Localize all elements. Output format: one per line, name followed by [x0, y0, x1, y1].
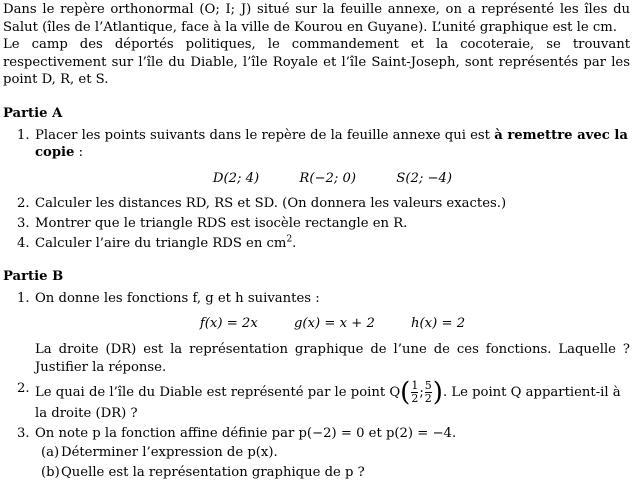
points-display — [35, 170, 630, 188]
question-number: 2. — [17, 196, 30, 212]
question-number: 4. — [17, 235, 30, 251]
exercise-page — [0, 1, 634, 503]
question-text: On donne les fonctions f, g et h suivantes : — [35, 290, 320, 306]
question-text: Calculer l’aire du triangle RDS en cm — [35, 235, 287, 251]
intro — [3, 1, 630, 89]
sub-question-text: Quelle est la représentation graphique de p ? — [61, 464, 365, 480]
part-a-question-3 — [3, 215, 630, 233]
intro-paragraph-1: Dans le repère orthonormal (O; I; J) situé sur la feuille annexe, on a représenté les îles du Salut (îles de l’Atlantique, face à la ville de Kourou en Guyane). L’unité graphique est le cm. — [3, 2, 630, 35]
part-b-question-2: 2. Le quai de l’île du Diable est représenté par le point Q( $\frac{1}{2}$ ; $\frac{5}{2}$ ). Le point Q appartient-il à la droite (DR) ? — [17, 377, 621, 422]
question-text: Montrer que le triangle RDS est isocèle rectangle en R. — [35, 215, 408, 231]
question-text: Placer les points suivants dans le repère de la feuille annexe qui est — [35, 127, 495, 143]
function-f: f(x) = 2x — [199, 316, 258, 332]
question-text-end: . — [292, 235, 297, 251]
functions-display — [35, 315, 630, 333]
part-b-question-1 — [3, 290, 630, 376]
function-h: h(x) = 2 — [411, 316, 466, 332]
question-emphasis: à remettre avec la copie — [35, 127, 628, 161]
sub-question-text: Déterminer l’expression de p(x). — [61, 445, 278, 461]
exponent: 2 — [286, 234, 293, 245]
fraction-x: $\frac{1}{2}$ — [411, 379, 419, 406]
part-a-question-2 — [3, 195, 630, 213]
point-s: S(2; −4) — [396, 170, 453, 186]
question-follow-up: La droite (DR) est la représentation graphique de l’une de ces fonctions. Laquelle ? Justifier la réponse. — [35, 341, 630, 375]
point-d: D(2; 4) — [212, 170, 260, 186]
question-number: 3. — [17, 215, 30, 231]
question-text: Le quai de l’île du Diable est représenté par le point Q — [35, 385, 401, 401]
question-text-end: : — [74, 145, 84, 161]
point-r: R(−2; 0) — [299, 170, 357, 186]
part-b-questions — [3, 290, 630, 482]
fraction-y: $\frac{5}{2}$ — [424, 379, 432, 406]
sub-question-number: (a) — [41, 445, 60, 461]
question-number: 2. — [17, 381, 30, 397]
sub-question-a — [35, 444, 630, 462]
part-a-title: Partie A — [3, 105, 63, 121]
intro-paragraph-2: Le camp des déportés politiques, le commandement et la cocoteraie, se trouvant respectivement sur l’île du Diable, l’île Royale et l’île Saint-Joseph, sont représentés par les point D, R, et S. — [3, 37, 630, 88]
sub-question-b — [35, 464, 630, 482]
question-text: Calculer les distances RD, RS et SD. (On donnera les valeurs exactes.) — [35, 196, 507, 212]
sub-questions — [35, 444, 630, 481]
part-b-title: Partie B — [3, 269, 64, 285]
sub-question-number: (b) — [41, 464, 60, 480]
part-a-question-1 — [3, 127, 630, 188]
question-text-end: . Le point Q appartient-il à la droite (DR) ? — [35, 385, 621, 422]
part-a-question-4 — [3, 235, 630, 253]
question-number: 3. — [17, 425, 30, 441]
question-number: 1. — [17, 290, 30, 306]
question-text: On note p la fonction affine définie par p(−2) = 0 et p(2) = −4. — [35, 425, 457, 441]
part-b-question-3 — [3, 425, 630, 482]
part-a-questions — [3, 127, 630, 253]
function-g: g(x) = x + 2 — [293, 316, 375, 332]
question-number: 1. — [17, 127, 30, 143]
